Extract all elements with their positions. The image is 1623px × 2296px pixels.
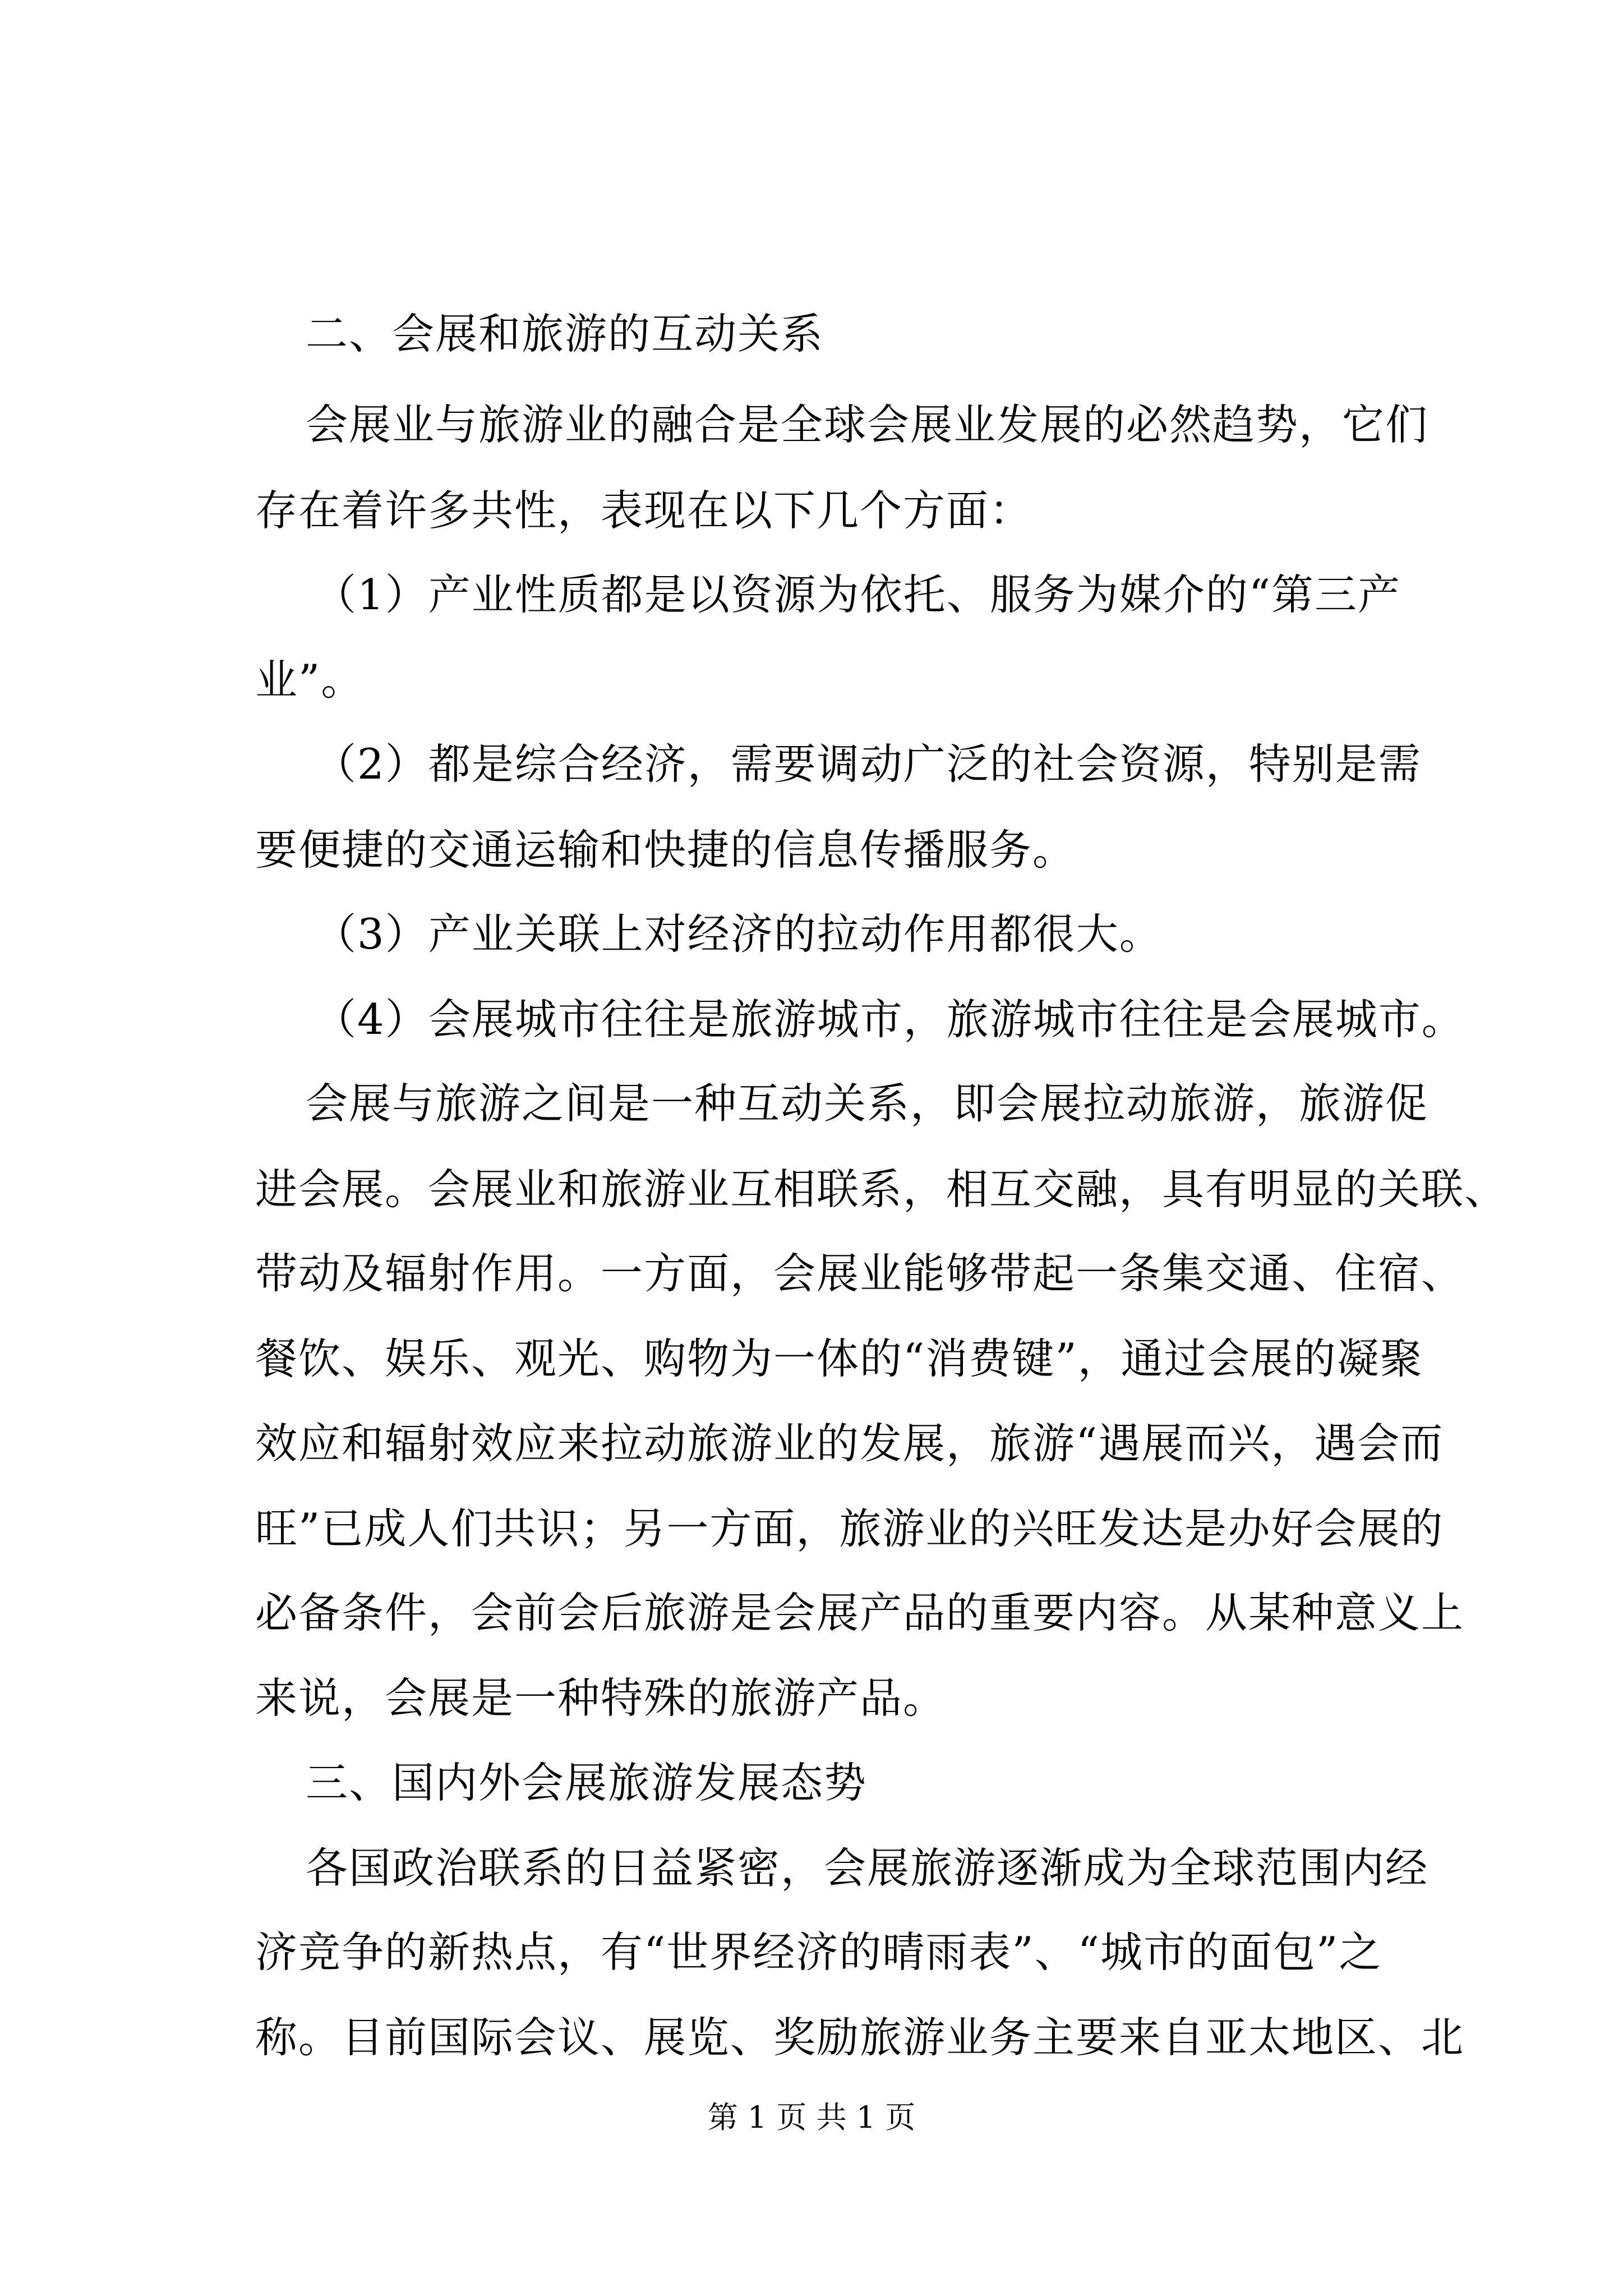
paragraph-line: 进会展。会展业和旅游业互相联系，相互交融，具有明显的关联、 <box>255 1165 1508 1214</box>
section-heading-3: 三、国内外会展旅游发展态势 <box>306 1758 868 1807</box>
list-item-line: （1）产业性质都是以资源为依托、服务为媒介的“第三产 <box>314 570 1401 619</box>
list-item-line: 业”。 <box>255 655 365 705</box>
list-item-line: （2）都是综合经济，需要调动广泛的社会资源，特别是需 <box>314 739 1422 789</box>
paragraph-line: 称。目前国际会议、展览、奖励旅游业务主要来自亚太地区、北 <box>255 2013 1465 2062</box>
paragraph-line: 效应和辐射效应来拉动旅游业的发展，旅游“遇展而兴，遇会而 <box>255 1419 1444 1468</box>
paragraph-line: 存在着许多共性，表现在以下几个方面： <box>255 486 1033 535</box>
section-heading-2: 二、会展和旅游的互动关系 <box>306 309 824 358</box>
paragraph-line: 会展业与旅游业的融合是全球会展业发展的必然趋势，它们 <box>306 400 1429 449</box>
list-item-line: （4）会展城市往往是旅游城市，旅游城市往往是会展城市。 <box>314 995 1465 1044</box>
paragraph-line: 济竞争的新热点，有“世界经济的晴雨表”、“城市的面包”之 <box>255 1927 1382 1977</box>
paragraph-line: 餐饮、娱乐、观光、购物为一体的“消费键”，通过会展的凝聚 <box>255 1334 1423 1383</box>
paragraph-line: 会展与旅游之间是一种互动关系，即会展拉动旅游，旅游促 <box>306 1079 1429 1128</box>
paragraph-line: 来说，会展是一种特殊的旅游产品。 <box>255 1673 947 1723</box>
paragraph-line: 各国政治联系的日益紧密，会展旅游逐渐成为全球范围内经 <box>306 1843 1429 1893</box>
paragraph-line: 旺”已成人们共识；另一方面，旅游业的兴旺发达是办好会展的 <box>255 1504 1444 1553</box>
paragraph-line: 带动及辐射作用。一方面，会展业能够带起一条集交通、住宿、 <box>255 1249 1465 1298</box>
list-item-line: 要便捷的交通运输和快捷的信息传播服务。 <box>255 825 1076 875</box>
page-footer: 第 1 页 共 1 页 <box>707 2100 916 2135</box>
list-item-line: （3）产业关联上对经济的拉动作用都很大。 <box>314 909 1163 959</box>
paragraph-line: 必备条件，会前会后旅游是会展产品的重要内容。从某种意义上 <box>255 1588 1465 1637</box>
